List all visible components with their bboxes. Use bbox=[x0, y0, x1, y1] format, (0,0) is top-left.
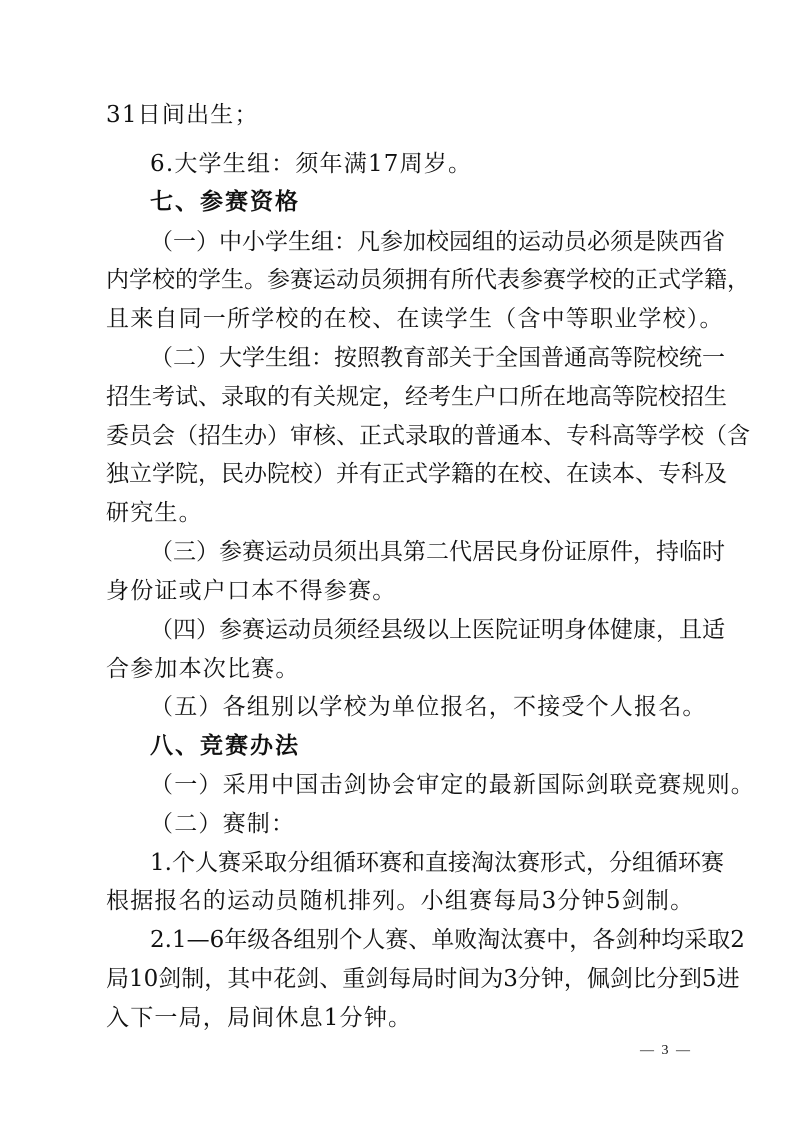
text-line: 6.大学生组：须年满17周岁。 bbox=[150, 151, 473, 177]
text-line: （ 四 ） 参 赛 运 动 员 须 经 县 级 以 上 医 院 证 明 身 体 健 康 ， 且 适 bbox=[150, 617, 725, 643]
text-line: （五）各组别以学校为单位报名，不接受个人报名。 bbox=[150, 694, 707, 720]
text-line: 31日间出生； bbox=[106, 102, 259, 128]
text-line: 2 . 1 — 6 年 级 各 组 别 个 人 赛 、 单 败 淘 汰 赛 中 ， 各 剑 种 均 采 取 2 bbox=[150, 927, 745, 953]
text-line: 研究生。 bbox=[106, 500, 203, 526]
text-line: （ 三 ） 参 赛 运 动 员 须 出 具 第 二 代 居 民 身 份 证 原 件 ， 持 临 时 bbox=[150, 539, 725, 565]
section-heading: 八、竞赛办法 bbox=[150, 733, 300, 759]
text-line: （ 二 ） 大 学 生 组 ： 按 照 教 育 部 关 于 全 国 普 通 高 等 院 校 统 一 bbox=[150, 345, 725, 371]
text-line: 合参加本次比赛。 bbox=[106, 656, 300, 682]
text-line: 独 立 学 院 ， 民 办 院 校 ） 并 有 正 式 学 籍 的 在 校 、 在 读 本 、 专 科 及 bbox=[106, 461, 727, 487]
text-line: 身份证或户口本不得参赛。 bbox=[106, 578, 397, 604]
text-line: 局 1 0 剑 制 ， 其 中 花 剑 、 重 剑 每 局 时 间 为 3 分 钟 ， 佩 剑 比 分 到 5 进 bbox=[106, 966, 740, 992]
text-line: 内 学 校 的 学 生 。 参 赛 运 动 员 须 拥 有 所 代 表 参 赛 学 校 的 正 式 学 籍 ， bbox=[106, 267, 750, 293]
text-line: （二）赛制： bbox=[150, 811, 296, 837]
text-line: （ 一 ） 中 小 学 生 组 ： 凡 参 加 校 园 组 的 运 动 员 必 须 是 陕 西 省 bbox=[150, 229, 725, 255]
section-heading: 七、参赛资格 bbox=[150, 189, 300, 215]
text-line: 根据报名的运动员随机排列。小组赛每局3分钟5剑制。 bbox=[106, 888, 695, 914]
text-line: 且来自同一所学校的在校、在读学生（含中等职业学校）。 bbox=[106, 306, 724, 332]
text-line: 委 员 会 （ 招 生 办 ） 审 核 、 正 式 录 取 的 普 通 本 、 专 科 高 等 学 校 （ 含 bbox=[106, 423, 750, 449]
text-line: （一）采用中国击剑协会审定的最新国际剑联竞赛规则。 bbox=[150, 772, 755, 798]
text-line: 入下一局，局间休息1分钟。 bbox=[106, 1005, 413, 1031]
text-line: 1 . 个 人 赛 采 取 分 组 循 环 赛 和 直 接 淘 汰 赛 形 式 ， 分 组 循 环 赛 bbox=[150, 850, 724, 876]
text-line: 招 生 考 试 、 录 取 的 有 关 规 定 ， 经 考 生 户 口 所 在 地 高 等 院 校 招 生 bbox=[106, 384, 727, 410]
page-number: — 3 — bbox=[640, 1043, 692, 1058]
